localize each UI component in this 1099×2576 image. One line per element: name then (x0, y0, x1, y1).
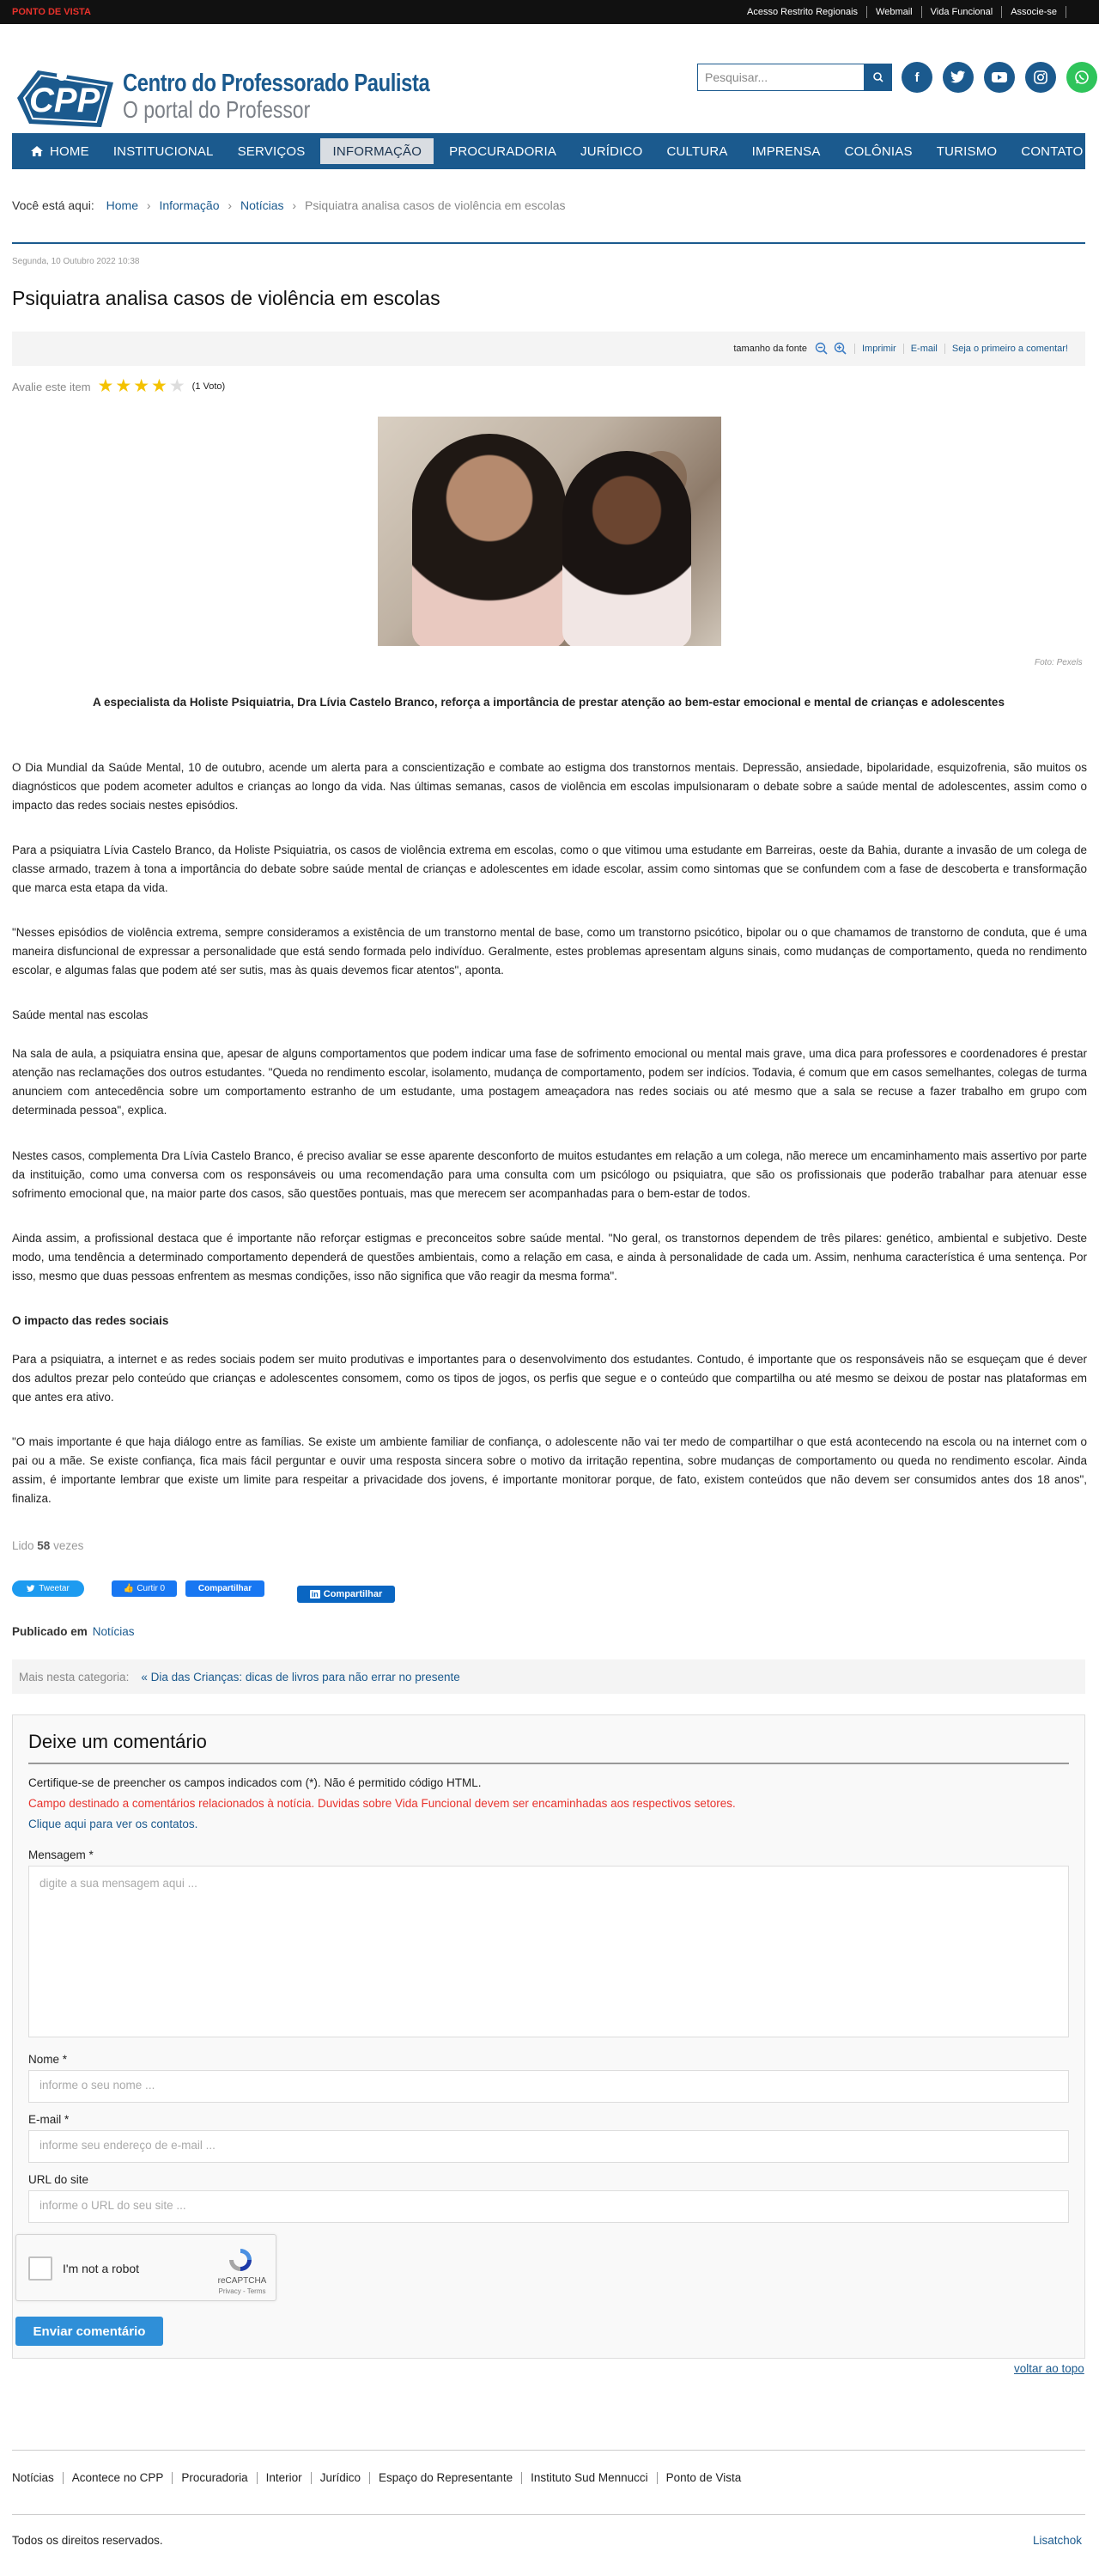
page-title: Psiquiatra analisa casos de violência em escolas (12, 287, 440, 309)
linkedin-share-button[interactable]: in Compartilhar (297, 1586, 395, 1603)
star-icon[interactable]: ★ (97, 376, 114, 396)
article-paragraph: Ainda assim, a profissional destaca que é importante não reforçar estigmas e preconceitos sobre saúde mental. "No geral, os transtornos dependem de três pilares: genético, ambiental e subjetivo. Deste modo, uma tendência a determinado comportamento dependerá de questões ambientais, como a relação em casa, e ainda à personalidade de cada um. Assim, nenhuma característica é uma sentença. Por isso, mesmo que duas pessoas enfrentem as mesmas condições, isso não significa que vão reagir da mesma forma". (12, 1232, 1087, 1282)
recaptcha (15, 2234, 276, 2301)
message-textarea[interactable]: digite a sua mensagem aqui ... (28, 1866, 1069, 2037)
rating (12, 378, 225, 395)
views-count: Lido 58 vezes (12, 1539, 84, 1552)
search-input[interactable]: Pesquisar... (697, 64, 865, 91)
published-in: Publicado em Notícias (12, 1625, 135, 1638)
article-lead: A especialista da Holiste Psiquiatria, Dra Lívia Castelo Branco, reforça a importância de prestar atenção ao bem-estar emocional e mental de crianças e adolescentes (93, 696, 1005, 709)
more-category-link[interactable]: « Dia das Crianças: dicas de livros para não errar no presente (141, 1670, 460, 1684)
top-links (738, 6, 1087, 18)
cpp-logo[interactable] (12, 64, 118, 132)
footer-link[interactable]: Procuradoria (172, 2472, 256, 2484)
submit-comment-button[interactable]: Enviar comentário (15, 2317, 163, 2346)
breadcrumb-current: Psiquiatra analisa casos de violência em escolas (304, 198, 566, 212)
facebook-share-button[interactable]: Compartilhar (185, 1580, 264, 1597)
nav-turismo[interactable]: TURISMO (936, 143, 998, 159)
brand-title: Centro do Professorado Paulista (123, 70, 430, 97)
svg-text:CPP: CPP (29, 82, 100, 119)
brand-subtitle: O portal do Professor (123, 96, 311, 123)
breadcrumb: Você está aqui: Home › Informação › Notícias › Psiquiatra analisa casos de violência em escolas (12, 198, 566, 212)
tweet-button[interactable]: Tweetar (12, 1580, 84, 1597)
nav-imprensa[interactable]: IMPRENSA (751, 143, 821, 159)
email-link[interactable]: E-mail (903, 344, 944, 354)
footer-link[interactable]: Notícias (12, 2471, 54, 2484)
footer-nav (12, 2472, 750, 2484)
footer-link[interactable]: Espaço do Representante (369, 2472, 521, 2484)
twitter-icon (27, 1585, 35, 1592)
top-bar (0, 0, 1099, 24)
comment-warning: Campo destinado a comentários relacionados à notícia. Duvidas sobre Vida Funcional devem ser encaminhadas aos respectivos setores. (28, 1797, 736, 1810)
whatsapp-icon[interactable] (1066, 62, 1097, 93)
breadcrumb-noticias[interactable]: Notícias (240, 198, 284, 212)
zoom-in-icon[interactable] (834, 342, 847, 356)
linkedin-icon: in (311, 1590, 319, 1599)
email-label: E-mail * (28, 2113, 70, 2126)
back-to-top-link[interactable]: voltar ao topo (1014, 2362, 1084, 2375)
youtube-icon[interactable] (984, 62, 1015, 93)
nav-cultura[interactable]: CULTURA (666, 143, 728, 159)
url-field[interactable]: informe o URL do seu site ... (28, 2190, 1069, 2223)
photo-credit: Foto: Pexels (1035, 658, 1083, 667)
article-paragraph: Na sala de aula, a psiquiatra ensina que, apesar de alguns comportamentos que podem indicar uma fase de sofrimento emocional ou mental mais grave, uma dica para professores e coordenadores é prestar atenção nas reclamações dos outros estudantes. "Queda no rendimento escolar, isolamento, mudança de comportamento, podem ser indícios. Todavia, é comum que em casos semelhantes, colegas de turma anunciem com antecedência sobre um comportamento estranho de um estudante, uma postagem ameaçadora nas redes sociais ou até mesmo que a sala se recuse a fazer trabalho em grupo com determinada pessoa", explica. (12, 1047, 1087, 1117)
nav-procuradoria[interactable]: PROCURADORIA (449, 143, 557, 159)
name-label: Nome * (28, 2053, 68, 2066)
article-paragraph: Para a psiquiatra Lívia Castelo Branco, da Holiste Psiquiatria, os casos de violência extrema em escolas, como o que vitimou uma estudante em Barreiras, oeste da Bahia, durante a invasão de um colega de classe armado, trazem à tona a importância do debate sobre saúde mental de crianças e adolescentes em idade escolar, assim como sintomas que se confundem com a fase de descoberta e transformação que marca esta etapa da vida. (12, 843, 1087, 894)
footer-divider (12, 2450, 1085, 2451)
breadcrumb-informacao[interactable]: Informação (159, 198, 220, 212)
nav-informacao[interactable]: INFORMAÇÃO (320, 138, 434, 164)
footer-link[interactable]: Acontece no CPP (63, 2472, 173, 2484)
copyright: Todos os direitos reservados. (12, 2534, 163, 2547)
search-box (697, 64, 892, 91)
main-nav (12, 133, 1085, 169)
brand (123, 70, 497, 124)
star-icon[interactable]: ★ (133, 376, 150, 396)
article-subheading: O impacto das redes sociais (12, 1314, 169, 1327)
social-links (902, 62, 1097, 93)
search-icon (872, 71, 884, 83)
more-in-category: Mais nesta categoria: « Dia das Crianças: dicas de livros para não errar no presente (12, 1659, 1085, 1694)
footer-link[interactable]: Interior (257, 2472, 311, 2484)
facebook-icon[interactable]: f (902, 62, 932, 93)
rating-label: Avalie este item (12, 380, 91, 393)
search-button[interactable] (865, 64, 892, 91)
recaptcha-label: I'm not a robot (63, 2262, 140, 2275)
nav-servicos[interactable]: SERVIÇOS (237, 143, 306, 159)
top-link-vida-funcional[interactable]: Vida Funcional (922, 6, 1003, 18)
zoom-out-icon[interactable] (815, 342, 829, 356)
star-icon[interactable]: ★ (151, 376, 167, 396)
comment-link[interactable]: Seja o primeiro a comentar! (944, 344, 1075, 354)
footer-divider (12, 2514, 1085, 2515)
article-paragraph: "O mais importante é que haja diálogo entre as famílias. Se existe um ambiente familiar de confiança, o adolescente não vai ter medo de compartilhar o que está acontecendo na escola ou na internet com o pai ou a mãe. Se existe confiança, fica mais fácil perguntar e ouvir uma resposta sincera sobre o motivo da irritação repentina, sobre mudanças de comportamento ou queda no rendimento escolar. Ainda assim, é importante lembrar que existe um limite para respeitar a privacidade dos jovens, é importante monitorar porque, de fato, existem conteúdos que não devem ser consumidos antes dos 18 anos", finaliza. (12, 1435, 1087, 1505)
star-icon[interactable]: ★ (115, 376, 132, 396)
top-link-webmail[interactable]: Webmail (867, 6, 922, 18)
recaptcha-checkbox[interactable] (28, 2256, 52, 2281)
thumbs-up-icon: 👍 (123, 1584, 135, 1593)
footer-link[interactable]: Jurídico (311, 2472, 369, 2484)
rating-votes: (1 Voto) (191, 381, 226, 392)
credit-link[interactable]: Lisatchok (1033, 2534, 1083, 2547)
article-date: Segunda, 10 Outubro 2022 10:38 (12, 257, 140, 266)
article-paragraph: Para a psiquiatra, a internet e as redes sociais podem ser muito produtivas e importantes para o desenvolvimento dos estudantes. Contudo, é importante que os responsáveis não se esqueçam que é dever dos adultos prezar pelo conteúdo que crianças e adolescentes consomem, como os tipos de jogos, os perfis que segue e o conteúdo que compartilha ou até mesmo se deixou de postar nas plataformas em que antes era ativo. (12, 1353, 1087, 1404)
breadcrumb-prefix: Você está aqui: (12, 198, 94, 212)
instagram-icon[interactable] (1025, 62, 1056, 93)
article-tools (12, 332, 1085, 366)
url-label: URL do site (28, 2173, 89, 2186)
article-subheading: Saúde mental nas escolas (12, 1008, 149, 1021)
nav-juridico[interactable]: JURÍDICO (580, 143, 643, 159)
article-paragraph: "Nesses episódios de violência extrema, sempre consideramos a existência de um transtorno mental de base, como um transtorno psicótico, bipolar ou o que chamamos de transtorno de conduta, que é uma maneira disfuncional de expressar a personalidade que está sendo formada pelo indivíduo. Geralmente, estes problemas apresentam alguns sinais, como mudanças de comportamento, queda no rendimento escolar, e algumas falas que podem até ser sutis, mas às quais devemos ficar atentos", aponta. (12, 926, 1087, 977)
footer-link[interactable]: Instituto Sud Mennucci (521, 2472, 657, 2484)
top-link-associe-se[interactable]: Associe-se (1002, 6, 1066, 18)
article-paragraph: O Dia Mundial da Saúde Mental, 10 de outubro, acende um alerta para a conscientização e combate ao estigma dos transtornos mentais. Depressão, ansiedade, bipolaridade, esquizofrenia, são muitos os diagnósticos que podem acometer adultos e crianças ao longo da vida. Nas últimas semanas, casos de violência em escolas impulsionaram o debate sobre a saúde mental de adolescentes, assim como o impacto das redes sociais nestes episódios. (12, 761, 1087, 812)
contacts-link[interactable]: Clique aqui para ver os contatos. (28, 1818, 198, 1830)
header (0, 24, 1099, 134)
nav-colonias[interactable]: COLÔNIAS (844, 143, 913, 159)
font-size-label: tamanho da fonte (733, 344, 807, 354)
footer-link[interactable]: Ponto de Vista (657, 2472, 750, 2484)
star-icon[interactable]: ★ (168, 376, 185, 396)
name-field[interactable]: informe o seu nome ... (28, 2070, 1069, 2103)
top-link-regionais[interactable]: Acesso Restrito Regionais (738, 6, 867, 18)
hamburger-menu-icon[interactable] (1070, 6, 1087, 18)
recaptcha-logo-icon (226, 2247, 255, 2273)
print-link[interactable]: Imprimir (854, 344, 903, 354)
recaptcha-brand: reCAPTCHA (217, 2276, 267, 2286)
nav-contato[interactable]: CONTATO (1021, 143, 1084, 159)
published-category-link[interactable]: Notícias (92, 1625, 135, 1638)
nav-institucional[interactable]: INSTITUCIONAL (112, 143, 214, 159)
ponto-de-vista-link[interactable]: PONTO DE VISTA (12, 7, 91, 17)
facebook-like-button[interactable]: 👍 Curtir 0 (112, 1580, 177, 1597)
email-field[interactable]: informe seu endereço de e-mail ... (28, 2130, 1069, 2163)
home-icon (31, 146, 43, 156)
comment-note: Certifique-se de preencher os campos indicados com (*). Não é permitido código HTML. (28, 1776, 482, 1789)
message-label: Mensagem * (28, 1848, 94, 1861)
breadcrumb-home[interactable]: Home (106, 198, 138, 212)
nav-home[interactable]: HOME (19, 133, 101, 169)
twitter-icon[interactable] (943, 62, 974, 93)
divider (12, 242, 1085, 244)
rating-stars[interactable] (98, 378, 187, 395)
article-photo (378, 417, 721, 646)
comment-form-title: Deixe um comentário (28, 1731, 207, 1752)
recaptcha-terms[interactable]: Privacy - Terms (218, 2287, 266, 2295)
article-paragraph: Nestes casos, complementa Dra Lívia Castelo Branco, é preciso avaliar se esse aparente desconforto de muitos estudantes em relação a um colega, não merece um encaminhamento mais assertivo por parte da instituição, como uma conversa com os responsáveis ou uma recomendação para uma consulta com um psicólogo ou psiquiatra, que são os profissionais que poderão trabalhar para atenuar esse sofrimento emocional que, na maior parte dos casos, são questões pontuais, mas que merecem ser acompanhadas para o bem-estar de todos. (12, 1149, 1087, 1200)
